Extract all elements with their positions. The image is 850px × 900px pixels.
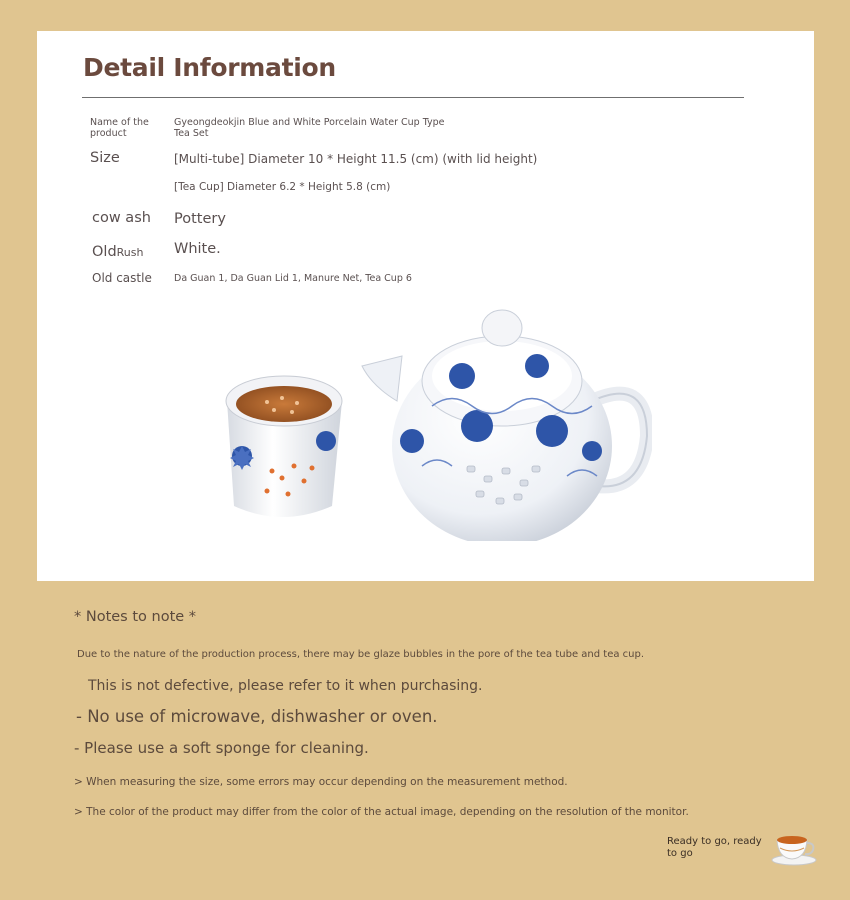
tea-cup-icon (770, 828, 818, 866)
ready-line-2: to go (667, 848, 693, 859)
note-soft-sponge: - Please use a soft sponge for cleaning. (74, 739, 369, 757)
detail-title: Detail Information (83, 53, 336, 82)
size-value-teacup: [Tea Cup] Diameter 6.2 * Height 5.8 (cm) (174, 181, 391, 193)
note-not-defective: This is not defective, please refer to it when purchasing. (88, 678, 483, 694)
product-name-value-line2: Tea Set (174, 128, 209, 139)
tea-set-photo (222, 306, 652, 541)
product-name-value-line1: Gyeongdeokjin Blue and White Porcelain Water Cup Type (174, 117, 445, 128)
notes-title: * Notes to note * (74, 609, 197, 625)
material-value: Pottery (174, 211, 226, 227)
title-divider (82, 97, 744, 98)
note-no-microwave: - No use of microwave, dishwasher or oven. (76, 707, 438, 726)
ready-to-go-text (667, 836, 767, 860)
components-value: Da Guan 1, Da Guan Lid 1, Manure Net, Tea Cup 6 (174, 273, 412, 284)
detail-card (37, 31, 814, 581)
teacup (226, 376, 342, 517)
product-name-value (174, 117, 445, 139)
color-value: White. (174, 241, 221, 257)
components-label: Old castle (92, 271, 152, 285)
color-label-sub: Rush (116, 246, 144, 259)
material-label: cow ash (92, 210, 151, 226)
note-measurement-error: > When measuring the size, some errors may occur depending on the measurement method. (74, 776, 568, 788)
note-glaze-bubbles: Due to the nature of the production process, there may be glaze bubbles in the pore of the tea tube and tea cup. (77, 649, 645, 660)
color-label (92, 241, 143, 260)
color-label-main: Old (92, 244, 117, 260)
ready-line-1: Ready to go, ready (667, 836, 762, 847)
size-value-multitube: [Multi-tube] Diameter 10 * Height 11.5 (cm) (with lid height) (174, 152, 538, 166)
teapot (362, 310, 647, 541)
product-name-label: Name of the product (90, 117, 149, 139)
note-color-difference: > The color of the product may differ from the color of the actual image, depending on the resolution of the monitor. (74, 806, 689, 818)
size-label: Size (90, 150, 120, 166)
